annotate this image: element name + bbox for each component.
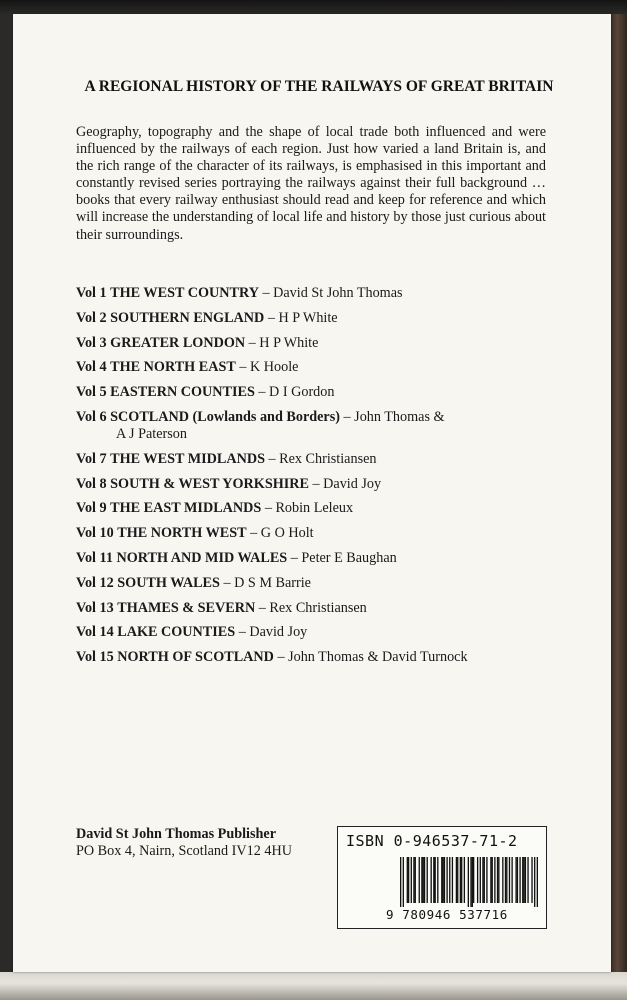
volume-author: Robin Leleux: [275, 500, 354, 517]
volume-title: Vol 13: [76, 599, 114, 616]
volume-author: John Thomas & David Turnock: [288, 649, 468, 666]
publisher-name: David St John Thomas Publisher: [76, 826, 276, 842]
barcode-digits: 9 780946 537716: [386, 907, 508, 922]
volume-item: Vol 1 THE WEST COUNTRY – David St John Thomas: [76, 285, 403, 301]
volume-author: D S M Barrie: [234, 574, 311, 591]
volume-region: THAMES & SEVERN: [117, 599, 256, 616]
volume-author: H P White: [278, 309, 338, 326]
volume-title: Vol 14: [76, 624, 114, 641]
volume-region: THE NORTH EAST: [110, 359, 236, 376]
volume-item: Vol 13 THAMES & SEVERN – Rex Christiansen: [76, 599, 367, 616]
publisher-block: [76, 826, 336, 860]
volume-author-continued: A J Paterson: [116, 425, 187, 442]
volume-item: Vol 10 THE NORTH WEST – G O Holt: [76, 525, 314, 542]
volume-region: NORTH AND MID WALES: [116, 549, 288, 566]
volume-region: LAKE COUNTIES: [117, 624, 236, 641]
volume-title: Vol 7: [76, 450, 107, 467]
volume-title: Vol 8: [76, 475, 107, 492]
volume-author: David Joy: [323, 475, 382, 492]
volume-list: [76, 285, 566, 674]
volume-author: H P White: [259, 334, 319, 351]
volume-author: David Joy: [249, 624, 308, 641]
volume-region: GREATER LONDON: [110, 334, 246, 351]
volume-region: SCOTLAND (Lowlands and Borders): [110, 408, 340, 425]
volume-title: Vol 10: [76, 525, 114, 542]
volume-title: Vol 11: [76, 549, 113, 566]
publisher-address: PO Box 4, Nairn, Scotland IV12 4HU: [76, 843, 292, 859]
volume-item: Vol 6 SCOTLAND (Lowlands and Borders) – John Thomas & A J Paterson: [76, 409, 566, 443]
volume-region: SOUTH WALES: [117, 574, 220, 591]
volume-region: THE NORTH WEST: [117, 525, 247, 542]
volume-region: SOUTHERN ENGLAND: [110, 309, 265, 326]
volume-author: John Thomas &: [354, 408, 445, 425]
top-edge: [0, 0, 627, 14]
volume-author: David St John Thomas: [273, 285, 403, 301]
volume-region: THE EAST MIDLANDS: [110, 500, 262, 517]
series-heading: A REGIONAL HISTORY OF THE RAILWAYS OF GREAT BRITAIN: [84, 78, 554, 95]
volume-region: NORTH OF SCOTLAND: [117, 649, 274, 666]
volume-item: Vol 4 THE NORTH EAST – K Hoole: [76, 359, 299, 376]
intro-paragraph: Geography, topography and the shape of local trade both influenced and were influenced by the railways of each region. Just how varied a land Britain is, and the rich range of the character of its railways, is emphasised in this important and constantly revised series portraying the railways against their full background … books that every railway enthusiast should read and keep for reference and which will increase the understanding of local life and history by those just curious about their surroundings.: [76, 124, 546, 243]
volume-title: Vol 5: [76, 384, 107, 401]
volume-item: Vol 14 LAKE COUNTIES – David Joy: [76, 624, 308, 641]
volume-title: Vol 3: [76, 334, 107, 351]
book-spine-edge: [611, 14, 627, 1000]
volume-title: Vol 6: [76, 408, 107, 425]
barcode-icon: [400, 857, 538, 907]
isbn-label: ISBN 0-946537-71-2: [346, 832, 518, 850]
volume-region: THE WEST MIDLANDS: [110, 450, 265, 467]
volume-author: Peter E Baughan: [301, 549, 397, 566]
volume-author: D I Gordon: [269, 384, 335, 401]
volume-region: SOUTH & WEST YORKSHIRE: [110, 475, 309, 492]
isbn-box: [337, 826, 547, 929]
volume-item: Vol 11 NORTH AND MID WALES – Peter E Baughan: [76, 549, 397, 566]
volume-item: Vol 7 THE WEST MIDLANDS – Rex Christiansen: [76, 450, 377, 467]
volume-author: K Hoole: [250, 359, 299, 376]
volume-title: Vol 15: [76, 649, 114, 666]
volume-item: Vol 9 THE EAST MIDLANDS – Robin Leleux: [76, 500, 354, 517]
volume-item: Vol 15 NORTH OF SCOTLAND – John Thomas & David Turnock: [76, 649, 468, 666]
volume-item: Vol 5 EASTERN COUNTIES – D I Gordon: [76, 384, 335, 401]
volume-author: G O Holt: [260, 525, 314, 542]
volume-author: Rex Christiansen: [279, 450, 377, 467]
page-edge: [0, 972, 627, 1000]
volume-title: Vol 9: [76, 500, 107, 517]
volume-title: Vol 4: [76, 359, 107, 376]
volume-region: THE WEST COUNTRY: [110, 285, 259, 301]
volume-author: Rex Christiansen: [269, 599, 367, 616]
volume-title: Vol 12: [76, 574, 114, 591]
volume-region: EASTERN COUNTIES: [110, 384, 255, 401]
volume-title: Vol 1: [76, 285, 107, 301]
volume-item: Vol 3 GREATER LONDON – H P White: [76, 334, 319, 351]
volume-item: Vol 8 SOUTH & WEST YORKSHIRE – David Joy: [76, 475, 382, 492]
volume-title: Vol 2: [76, 309, 107, 326]
volume-item: Vol 2 SOUTHERN ENGLAND – H P White: [76, 309, 338, 326]
volume-item: Vol 12 SOUTH WALES – D S M Barrie: [76, 574, 311, 591]
